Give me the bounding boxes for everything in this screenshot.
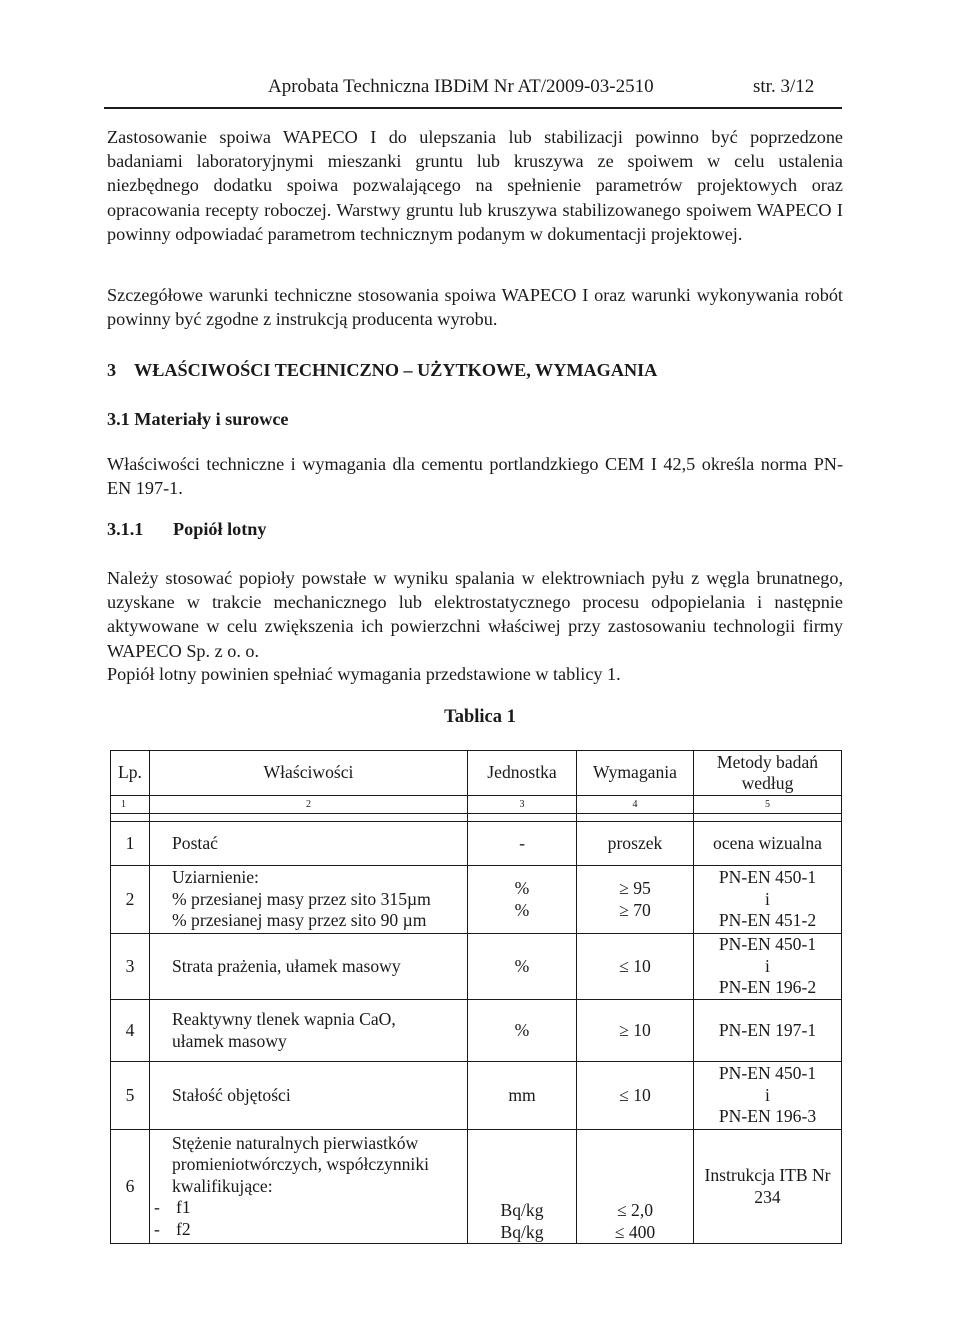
- row-property: Uziarnienie: % przesianej masy przez sito 315µm % przesianej masy przez sito 90 µm: [150, 866, 468, 934]
- section-3-heading: [107, 360, 657, 381]
- table-caption: Tablica 1: [444, 707, 516, 727]
- row-property: Stałość objętości: [150, 1062, 468, 1130]
- row-lp: 2: [111, 866, 150, 934]
- row-method: PN-EN 450-1 i PN-EN 196-3: [694, 1062, 842, 1130]
- section-3-1-1-heading: [107, 519, 266, 540]
- row-unit: %: [468, 1000, 577, 1062]
- row-property: Stężenie naturalnych pierwiastków promieniotwórczych, współczynniki kwalifikujące: - f1 - f2: [150, 1130, 468, 1244]
- table-row: [111, 1062, 842, 1130]
- row-property: Reaktywny tlenek wapnia CaO, ułamek masowy: [150, 1000, 468, 1062]
- paragraph-stabilization: Zastosowanie spoiwa WAPECO I do ulepszania lub stabilizacji powinno być poprzedzone badaniami laboratoryjnymi mieszanki gruntu lub kruszywa ze spoiwem w celu ustalenia niezbędnego dodatku spoiwa pozwalającego na spełnienie parametrów projektowych oraz opracowania recepty roboczej. Warstwy gruntu lub kruszywa stabilizowanego spoiwem WAPECO I powinny odpowiadać parametrom technicznym podanym w dokumentacji projektowej.: [107, 127, 843, 244]
- list-dash: -: [154, 1197, 160, 1218]
- row-requirement: ≤ 10: [577, 1062, 694, 1130]
- header-page-number: str. 3/12: [753, 76, 815, 97]
- row-unit: mm: [468, 1062, 577, 1130]
- section-3-1-1-number: 3.1.1: [107, 519, 144, 539]
- row-lp: 4: [111, 1000, 150, 1062]
- col-index: 4: [577, 796, 694, 814]
- section-3-1-heading: 3.1 Materiały i surowce: [107, 409, 289, 429]
- list-dash: -: [154, 1218, 160, 1239]
- col-header-requirement: Wymagania: [577, 751, 694, 796]
- table-row: [111, 866, 842, 934]
- row-property: Strata prażenia, ułamek masowy: [150, 934, 468, 1000]
- requirements-table: [110, 750, 842, 1244]
- row-lp: 1: [111, 822, 150, 866]
- row-lp: 3: [111, 934, 150, 1000]
- col-header-method: Metody badań według: [694, 751, 842, 796]
- section-3-number: 3: [107, 360, 117, 380]
- row-method: PN-EN 197-1: [694, 1000, 842, 1062]
- row-unit: -: [468, 822, 577, 866]
- header-title: Aprobata Techniczna IBDiM Nr AT/2009-03-2510: [268, 76, 654, 97]
- row-unit: %: [468, 934, 577, 1000]
- col-index: 2: [150, 796, 468, 814]
- col-index: 1: [111, 796, 150, 814]
- col-header-unit: Jednostka: [468, 751, 577, 796]
- row-lp: 5: [111, 1062, 150, 1130]
- col-header-property: Właściwości: [150, 751, 468, 796]
- row-requirement: ≤ 10: [577, 934, 694, 1000]
- table-row: [111, 1000, 842, 1062]
- header-rule: [104, 107, 842, 109]
- row-unit: % %: [468, 866, 577, 934]
- row-lp: 6: [111, 1130, 150, 1244]
- row-requirement: ≤ 2,0 ≤ 400: [577, 1130, 694, 1244]
- col-header-lp: Lp.: [111, 751, 150, 796]
- paragraph-cement: Właściwości techniczne i wymagania dla cementu portlandzkiego CEM I 42,5 określa norma PN-EN 197-1.: [107, 454, 843, 499]
- row-method: Instrukcja ITB Nr 234: [694, 1130, 842, 1244]
- paragraph-fly-ash: Należy stosować popioły powstałe w wyniku spalania w elektrowniach pyłu z węgla brunatnego, uzyskane w trakcie mechanicznego lub elektrostatycznego procesu odpopielania i następnie aktywowane w celu zwiększenia ich powierzchni właściwej przy zastosowaniu technologii firmy WAPECO Sp. z o. o.: [107, 568, 843, 661]
- paragraph-table-ref: Popiół lotny powinien spełniać wymagania przedstawione w tablicy 1.: [107, 664, 621, 684]
- section-3-title: WŁAŚCIWOŚCI TECHNICZNO – UŻYTKOWE, WYMAGANIA: [134, 360, 658, 380]
- table-row: [111, 822, 842, 866]
- row-requirement: proszek: [577, 822, 694, 866]
- col-index: 3: [468, 796, 577, 814]
- paragraph-conditions: Szczegółowe warunki techniczne stosowania spoiwa WAPECO I oraz warunki wykonywania robót powinny być zgodne z instrukcją producenta wyrobu.: [107, 285, 843, 330]
- row-unit: Bq/kg Bq/kg: [468, 1130, 577, 1244]
- table-index-row: [111, 796, 842, 814]
- row-requirement: ≥ 95 ≥ 70: [577, 866, 694, 934]
- table-row: [111, 1130, 842, 1244]
- row-method: ocena wizualna: [694, 822, 842, 866]
- col-index: 5: [694, 796, 842, 814]
- table-row: [111, 934, 842, 1000]
- row-method: PN-EN 450-1 i PN-EN 451-2: [694, 866, 842, 934]
- row-method: PN-EN 450-1 i PN-EN 196-2: [694, 934, 842, 1000]
- row-property: Postać: [150, 822, 468, 866]
- section-3-1-1-title: Popiół lotny: [173, 519, 267, 539]
- table-header-row: [111, 751, 842, 796]
- table-spacer: [111, 814, 842, 822]
- row-requirement: ≥ 10: [577, 1000, 694, 1062]
